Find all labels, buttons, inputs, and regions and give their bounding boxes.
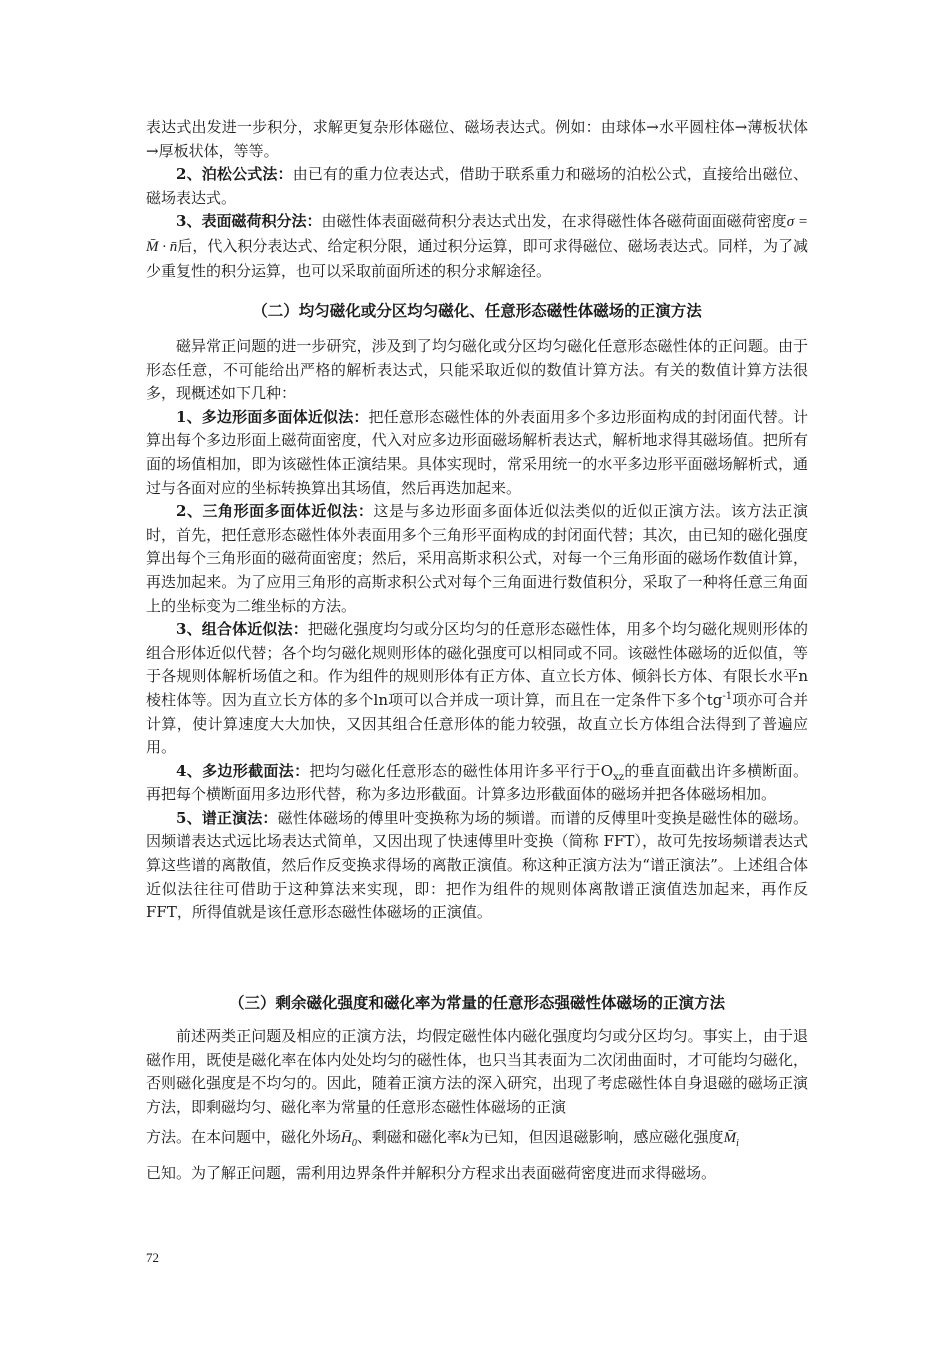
method-section <box>146 760 808 807</box>
method-body: 磁性体磁场的傅里叶变换称为场的频谱。而谱的反傅里叶变换是磁性体的磁场。因频谱表达式远比场表达式简单，又因出现了快速傅里叶变换（简称 FFT），故可先按场频谱表达式算这些谱的离散值，然后作反变换求得场的离散正演值。称这种正演方法为“谱正演法”。上述组合体近似法往往可借助于这种算法来实现，即：把作为组件的规则体离散谱正演值迭加起来，再作反 FFT，所得值就是该任意形态磁性体磁场的正演值。 <box>146 808 808 922</box>
method-composite <box>146 618 808 760</box>
text-run: 方法。在本问题中，磁化外场 <box>146 1128 342 1147</box>
subscript: 0 <box>351 1138 357 1150</box>
method-heading: 3、组合体近似法： <box>176 620 308 639</box>
method-body: 由已有的重力位表达式，借助于联系重力和磁场的泊松公式，直接给出磁位、磁场表达式。 <box>146 165 808 207</box>
method-body: 项亦可合并计算，使计算速度大大加快，又因其组合任意形体的能力较强，故直立长方体组合法得到了普遍应用。 <box>146 690 808 757</box>
section-paragraph-formula-line <box>146 1119 808 1156</box>
formula-h0 <box>341 1130 357 1150</box>
section-heading-2: （二）均匀磁化或分区均匀磁化、任意形态磁性体磁场的正演方法 <box>252 302 702 320</box>
method-body: 由磁性体表面磁荷积分表达式出发，在求得磁性体各磁荷面面磁荷密度 <box>321 212 787 231</box>
method-heading: 3、表面磁荷积分法： <box>176 212 322 231</box>
formula-k: k <box>461 1130 469 1147</box>
method-heading: 2、泊松公式法： <box>176 165 293 184</box>
subscript: i <box>736 1138 739 1150</box>
formula-mi <box>723 1130 739 1150</box>
section-paragraph-end: 已知。为了解正问题，需利用边界条件并解积分方程求出表面磁荷密度进而求得磁场。 <box>146 1164 717 1183</box>
method-heading: 4、多边形截面法： <box>176 761 310 780</box>
text-run: 、剩磁和磁化率 <box>356 1128 462 1147</box>
section-3-body <box>146 1025 808 1186</box>
method-poisson <box>146 163 808 210</box>
method-heading: 5、谱正演法： <box>176 808 278 827</box>
method-surface-charge <box>146 210 808 283</box>
method-body: 的垂直面截出许多横断面。再把每个横断面用多边形代替，称为多边形截面。计算多边形截面体的磁场并把各体磁场相加。 <box>146 761 808 804</box>
page-number: 72 <box>146 1250 159 1265</box>
section-2-body <box>146 335 808 925</box>
paragraph-continuation: 表达式出发进一步积分，求解更复杂形体磁位、磁场表达式。例如：由球体→水平圆柱体→薄板状体→厚板状体，等等。 <box>146 118 808 160</box>
opening-paragraphs <box>146 116 808 283</box>
method-body: 把任意形态磁性体的外表面用多个多边形面构成的封闭面代替。计算出每个多边形面上磁荷面密度，代入对应多边形面磁场解析表达式，解析地求得其磁场值。把所有面的场值相加，即为该磁性体正演结果。具体实现时，常采用统一的水平多边形平面磁场解析式，通过与各面对应的坐标转换算出其场值，然后再迭加起来。 <box>146 407 808 497</box>
section-heading-3: （三）剩余磁化强度和磁化率为常量的任意形态强磁性体磁场的正演方法 <box>228 994 725 1012</box>
symbol: M̄ <box>723 1130 737 1147</box>
subscript: xz <box>613 771 624 783</box>
superscript: -1 <box>722 690 733 702</box>
formula: σ = M̄ · n̄ <box>146 214 808 255</box>
text-run: 为已知，但因退磁影响，感应磁化强度 <box>468 1128 724 1147</box>
section-intro: 磁异常正问题的进一步研究，涉及到了均匀磁化或分区均匀磁化任意形态磁性体的正问题。由于形态任意，不可能给出严格的解析表达式，只能采取近似的数值计算方法。有关的数值计算方法很多，现概述如下几种： <box>146 337 808 403</box>
method-polygon <box>146 406 808 500</box>
section-paragraph: 前述两类正问题及相应的正演方法，均假定磁性体内磁化强度均匀或分区均匀。事实上，由于退磁作用，既使是磁化率在体内处处均匀的磁性体，也只当其表面为二次闭曲面时，才可能均匀磁化，否则磁化强度是不均匀的。因此，随着正演方法的深入研究，出现了考虑磁性体自身退磁的磁场正演方法，即剩磁均匀、磁化率为常量的任意形态磁性体磁场的正演 <box>146 1027 808 1116</box>
symbol: H̄ <box>341 1130 352 1147</box>
method-heading: 1、多边形面多面体近似法： <box>176 407 369 426</box>
method-body: 把磁化强度均匀或分区均匀的任意形态磁性体，用多个均匀磁化规则形体的组合形体近似代替；各个均匀磁化规则形体的磁化强度可以相同或不同。该磁性体磁场的近似值，等于各规则体解析场值之和。作为组件的规则形体有正方体、直立长方体、倾斜长方体、有限长水平n棱柱体等。因为直立长方体的多个ln项可以合并成一项计算，而且在一定条件下多个tg <box>146 620 808 709</box>
method-triangle <box>146 500 808 618</box>
method-body: 把均匀磁化任意形态的磁性体用许多平行于O <box>309 761 614 780</box>
method-body: 后，代入积分表达式、给定积分限，通过积分运算，即可求得磁位、磁场表达式。同样，为了减少重复性的积分运算，也可以采取前面所述的积分求解途径。 <box>146 236 808 280</box>
method-body: 这是与多边形面多面体近似法类似的近似正演方法。该方法正演时，首先，把任意形态磁性体外表面用多个三角形平面构成的封闭面代替；其次，由已知的磁化强度算出每个三角形面的磁荷面密度；然后，采用高斯求积公式，对每一个三角形面的磁场作数值计算，再迭加起来。为了应用三角形的高斯求积公式对每个三角面进行数值积分，采取了一种将任意三角面上的坐标变为二维坐标的方法。 <box>146 502 808 615</box>
method-spectral <box>146 807 808 925</box>
method-heading: 2、三角形面多面体近似法： <box>176 502 374 521</box>
